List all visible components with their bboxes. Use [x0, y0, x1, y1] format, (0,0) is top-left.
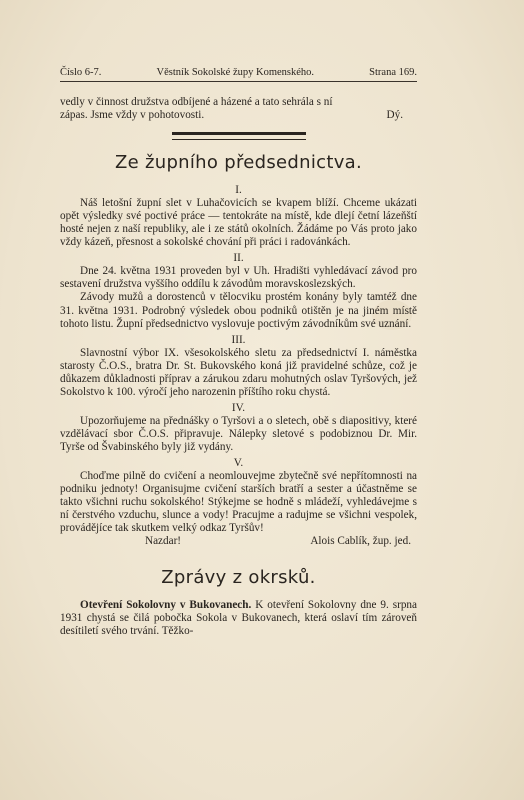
paragraph: Náš letošní župní slet v Luhačovicích se kvapem blíží. Chceme ukázati opět výsledky své poctivé práce — tentokráte na místě, kde dlejí četní lázeňští hosté nejen z naší republiky, ale i ze států okolních. Žádáme po Vás proto jako vždy kázeň, přesnost a sokolské chování při práci i radovánkách. — [60, 197, 417, 249]
continued-text: vedly v činnost družstva odbíjené a házené a tato sehrála s ní — [60, 96, 333, 108]
continued-text-last: zápas. Jsme vždy v pohotovosti. — [60, 109, 205, 122]
part-number: IV. — [231, 401, 246, 414]
article-heading: Otevření Sokolovny v Bukovanech. — [80, 599, 252, 612]
page-number: Strana 169. — [369, 67, 417, 78]
section-title: Ze župního předsednictva. — [114, 152, 363, 174]
section-divider — [172, 132, 306, 140]
paragraph: Upozorňujeme na přednášky o Tyršovi a o sletech, obě s diapositivy, které vzdělávací sbor Č.O.S. připravuje. Nálepky sletové s podobiznou Dr. Mir. Tyrše od Švabinského byly již vydány. — [60, 414, 417, 453]
paragraph: Choďme pilně do cvičení a neomlouvejme zbytečně své nepřítomnosti na podniku jednoty! Organisujme cvičení starších bratří a sester a účastněme se takto všichni ruchu sokolského! Stýkejme se hodně s mládeží, vyhledávejme s ní čerstvého vzduchu, slunce a vody! Pracujme a radujme se všichni vespolek, provádějíce tak skutkem velký odkaz Tyršův! — [60, 470, 417, 535]
paragraph: Dne 24. května 1931 proveden byl v Uh. Hradišti vyhledávací závod pro sestavení družstva vyššího oddílu k závodům moravskoslezských. — [60, 265, 417, 291]
header-rule — [60, 81, 417, 82]
part-number: V. — [233, 457, 244, 470]
part-number: III. — [231, 333, 246, 346]
issue-number: Číslo 6-7. — [60, 67, 102, 78]
article-text: K otevření Sokolovny dne 9. srpna 1931 chystá se čilá pobočka Sokola v Bukovanech, která oslaví tím zároveň desítiletí svého trvání. Těžko- — [60, 599, 417, 638]
section-title: Zprávy z okrsků. — [161, 567, 316, 589]
paragraph: Slavnostní výbor IX. všesokolského sletu za předsednictví I. náměstka starosty Č.O.S., bratra Dr. St. Bukovského koná již pravidelné schůze, což je důkazem důkladnosti příprav a zárukou zdaru mohutných oslav Tyršových, jež Sokolstvo k 100. výročí jeho narozenin příštího roku chystá. — [60, 346, 417, 398]
paragraph: Závody mužů a dorostenců v tělocviku prostém konány byly tamtéž dne 31. května 1931. Podrobný výsledek obou podniků otištěn je na jiném místě tohoto listu. Župní předsednictvo vyslovuje poctivým závodníkům své uznání. — [60, 291, 417, 330]
article-paragraph — [60, 599, 417, 638]
author-initials: Dý. — [386, 109, 403, 122]
part-number: I. — [235, 184, 242, 197]
signature-line — [60, 535, 417, 548]
journal-title: Věstník Sokolské župy Komenského. — [156, 67, 315, 78]
running-header — [60, 66, 417, 80]
part-number: II. — [233, 252, 244, 265]
greeting: Nazdar! — [145, 535, 182, 548]
continued-text-end — [60, 109, 417, 122]
signature: Alois Cablík, žup. jed. — [310, 535, 411, 548]
page-content — [60, 96, 417, 639]
